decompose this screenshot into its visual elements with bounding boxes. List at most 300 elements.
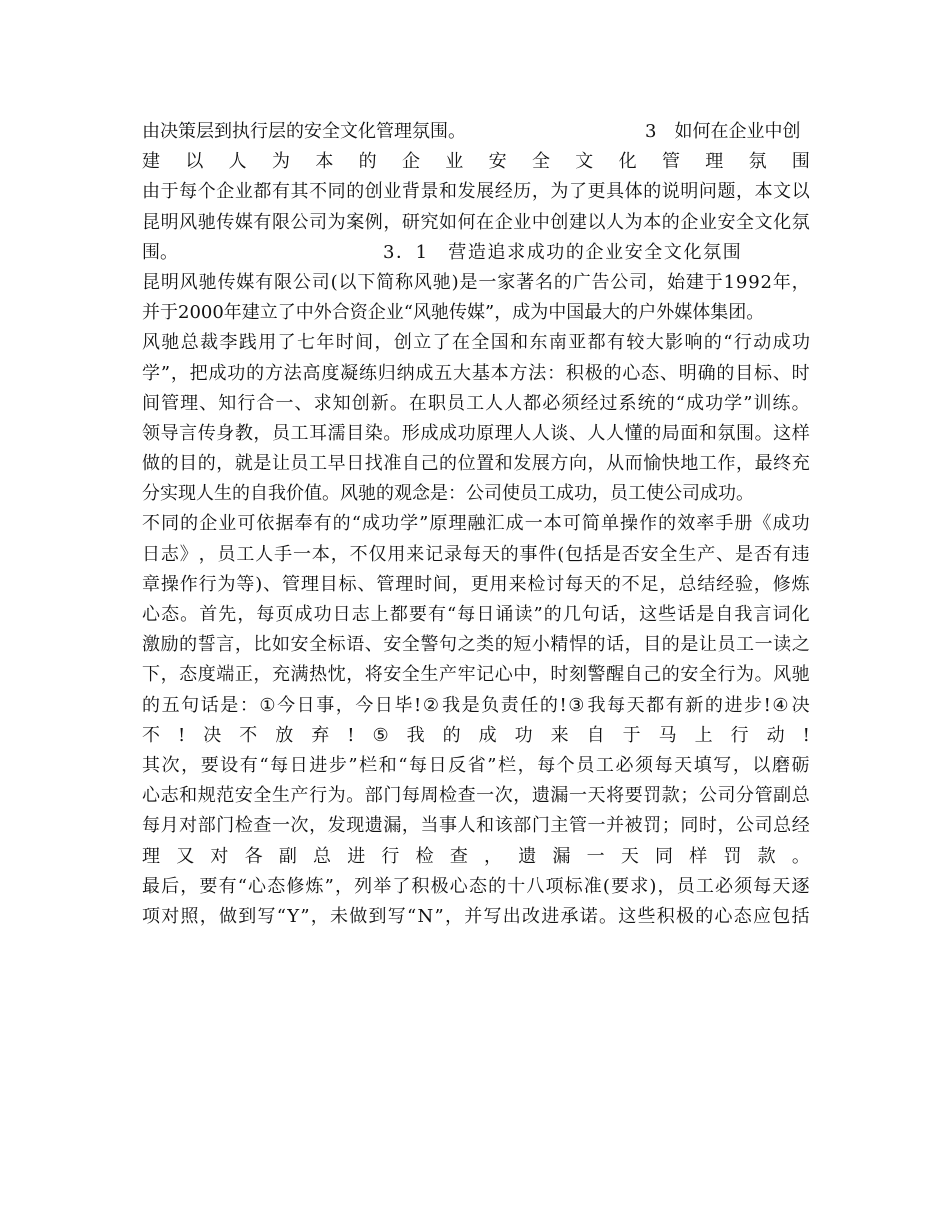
glyph: 风 — [179, 211, 198, 233]
glyph: 。 — [389, 392, 408, 414]
glyph: 法 — [283, 362, 302, 384]
glyph: 间 — [355, 332, 374, 354]
glyph: 领 — [142, 422, 160, 444]
glyph: 职 — [427, 392, 446, 414]
glyph: 公 — [610, 271, 629, 293]
glyph: ， — [309, 815, 328, 837]
glyph: 要 — [199, 875, 218, 897]
glyph: 并 — [606, 815, 625, 837]
glyph: 改 — [521, 905, 540, 927]
glyph: ， — [620, 604, 639, 625]
glyph: 罚 — [643, 815, 662, 837]
glyph: 我 — [442, 694, 461, 716]
glyph: 册 — [734, 513, 753, 535]
glyph: ， — [335, 694, 354, 716]
text-line — [142, 540, 810, 570]
glyph: 生 — [271, 785, 290, 807]
glyph: 事 — [316, 694, 335, 716]
glyph: 学 — [400, 513, 419, 535]
glyph: 企 — [680, 211, 699, 233]
glyph: 我 — [734, 604, 753, 625]
glyph: 、 — [294, 392, 313, 414]
text-line — [142, 389, 810, 419]
glyph: 日 — [142, 543, 160, 565]
glyph: 快 — [661, 453, 680, 475]
glyph: 司 — [717, 785, 736, 807]
glyph: 砺 — [791, 754, 810, 776]
glyph: 放 — [275, 724, 294, 746]
glyph: 有 — [427, 604, 446, 625]
glyph: 有 — [665, 694, 684, 716]
glyph: 围 — [736, 422, 754, 444]
glyph: 罚 — [723, 845, 742, 867]
glyph: ， — [253, 664, 272, 686]
line-text — [142, 872, 810, 902]
glyph: 《 — [753, 513, 772, 535]
glyph: 为 — [327, 785, 346, 807]
glyph: ， — [444, 905, 463, 927]
glyph: 每 — [565, 573, 584, 595]
glyph: 濡 — [327, 422, 346, 444]
glyph: 标 — [754, 362, 773, 384]
glyph: 2 — [760, 271, 772, 293]
glyph: 驰 — [161, 332, 180, 354]
line-text — [142, 660, 810, 690]
glyph: 员 — [576, 754, 595, 776]
glyph: 遗 — [364, 815, 383, 837]
glyph: 这 — [639, 604, 658, 625]
glyph: 都 — [389, 604, 408, 625]
glyph: 磨 — [771, 754, 790, 776]
glyph: 须 — [561, 392, 580, 414]
glyph: 自 — [715, 604, 734, 625]
line-text — [142, 570, 810, 600]
glyph: 要 — [624, 785, 643, 807]
glyph: 影 — [665, 332, 684, 354]
glyph: 司 — [629, 271, 648, 293]
glyph: 天 — [481, 543, 500, 565]
glyph: 成 — [294, 604, 313, 625]
glyph: ， — [198, 543, 217, 565]
glyph: 员 — [290, 453, 309, 475]
glyph: 要 — [200, 754, 219, 776]
glyph: 对 — [161, 905, 180, 927]
glyph: 展 — [531, 453, 550, 475]
glyph: 不 — [142, 513, 160, 535]
glyph: ! — [763, 694, 771, 716]
glyph: 全 — [698, 664, 717, 686]
paragraph-end: 围。 — [142, 241, 178, 263]
glyph: 知 — [332, 392, 351, 414]
glyph: 部 — [364, 785, 383, 807]
glyph: 的 — [543, 604, 562, 625]
glyph: “ — [447, 604, 457, 625]
glyph: 次 — [494, 785, 513, 807]
glyph: 准 — [583, 875, 602, 897]
glyph: 功 — [457, 422, 476, 444]
glyph: 将 — [364, 664, 383, 686]
line-text — [142, 781, 810, 811]
glyph: 句 — [181, 694, 200, 716]
glyph: 业 — [383, 181, 402, 203]
glyph: 发 — [513, 453, 532, 475]
glyph: 明 — [160, 211, 179, 233]
glyph: 决 — [791, 694, 810, 716]
glyph: 的 — [346, 181, 365, 203]
glyph: 成 — [208, 362, 227, 384]
glyph: 不 — [239, 724, 258, 746]
glyph: 有 — [218, 875, 237, 897]
glyph: 每 — [537, 754, 556, 776]
glyph: 安 — [290, 634, 309, 656]
glyph: 目 — [319, 573, 338, 595]
text-line — [142, 208, 810, 238]
glyph: 功 — [514, 724, 533, 746]
glyph: 创 — [393, 332, 412, 354]
glyph: 立 — [413, 332, 432, 354]
glyph: 称 — [395, 271, 414, 293]
glyph: 谈 — [550, 422, 569, 444]
glyph: 为 — [736, 664, 754, 686]
glyph: 统 — [637, 392, 656, 414]
glyph: ， — [659, 573, 678, 595]
glyph: 态 — [468, 875, 487, 897]
line-text — [142, 509, 810, 539]
glyph: 。 — [754, 422, 773, 444]
glyph: 五 — [161, 694, 180, 716]
glyph: 东 — [529, 332, 548, 354]
glyph: 话 — [606, 634, 625, 656]
glyph: 句 — [581, 604, 600, 625]
glyph: ( — [330, 271, 338, 293]
glyph: 行 — [381, 845, 400, 867]
glyph: ， — [334, 875, 353, 897]
glyph: 工 — [736, 634, 754, 656]
glyph: 手 — [715, 513, 734, 535]
glyph: 操 — [160, 573, 179, 595]
text-line — [142, 419, 810, 449]
glyph: 极 — [675, 905, 694, 927]
glyph: 为 — [624, 211, 643, 233]
glyph: 遗 — [531, 785, 550, 807]
line-text — [142, 389, 810, 419]
glyph: 修 — [286, 875, 305, 897]
glyph: 几 — [562, 604, 581, 625]
glyph: Y — [287, 905, 300, 927]
glyph: 事 — [519, 543, 538, 565]
glyph: 的 — [661, 634, 680, 656]
glyph: 醒 — [606, 664, 625, 686]
glyph: ， — [587, 453, 606, 475]
glyph: 这 — [773, 422, 792, 444]
glyph: 和 — [510, 332, 529, 354]
glyph: 月 — [160, 815, 179, 837]
glyph: 最 — [142, 875, 160, 897]
glyph: 有 — [253, 211, 272, 233]
glyph: 我 — [406, 724, 425, 746]
glyph: 步 — [744, 694, 763, 716]
glyph: 日 — [296, 694, 315, 716]
glyph: ” — [419, 513, 429, 535]
glyph: 被 — [624, 815, 643, 837]
glyph: 、 — [364, 634, 383, 656]
glyph: 写 — [483, 905, 502, 927]
glyph: 氛 — [791, 211, 810, 233]
glyph: 作 — [639, 513, 658, 535]
glyph: 精 — [550, 634, 569, 656]
glyph: 一 — [293, 543, 311, 565]
glyph: 以 — [185, 151, 204, 173]
glyph: “ — [351, 513, 361, 535]
glyph: ” — [324, 875, 334, 897]
glyph: 的 — [695, 905, 714, 927]
glyph: 依 — [256, 513, 275, 535]
glyph: 的 — [643, 181, 662, 203]
glyph: 理 — [448, 513, 467, 535]
glyph: 漏 — [552, 845, 571, 867]
glyph: 来 — [406, 543, 425, 565]
glyph: 每 — [409, 754, 428, 776]
line-text — [142, 449, 810, 479]
glyph: 系 — [618, 392, 637, 414]
glyph: 的 — [661, 211, 680, 233]
glyph: 管 — [568, 815, 587, 837]
glyph: 成 — [772, 513, 791, 535]
glyph: 进 — [541, 905, 560, 927]
glyph: 态 — [733, 905, 752, 927]
glyph: 都 — [253, 181, 272, 203]
glyph: 志 — [160, 785, 179, 807]
glyph: 到 — [368, 905, 387, 927]
text-line — [142, 359, 810, 389]
glyph: 的 — [661, 664, 680, 686]
glyph: 每 — [401, 785, 420, 807]
glyph: 在 — [408, 392, 427, 414]
glyph: 必 — [714, 875, 733, 897]
glyph: 人 — [504, 392, 523, 414]
glyph: 分 — [736, 785, 754, 807]
glyph: 对 — [210, 845, 229, 867]
glyph: 总 — [791, 785, 810, 807]
glyph: 安 — [383, 634, 402, 656]
glyph: 的 — [587, 634, 606, 656]
glyph: 文 — [773, 181, 792, 203]
glyph: 员 — [447, 392, 465, 414]
glyph: 页 — [275, 604, 294, 625]
glyph: ； — [680, 785, 699, 807]
glyph: 。 — [598, 905, 617, 927]
glyph: 业 — [234, 181, 253, 203]
glyph: 管 — [754, 785, 773, 807]
glyph: 找 — [364, 453, 383, 475]
text-line — [142, 842, 810, 872]
glyph: 自 — [624, 664, 643, 686]
glyph: 日 — [346, 453, 365, 475]
glyph: 炼 — [305, 875, 324, 897]
glyph: 日 — [289, 754, 308, 776]
glyph: 端 — [216, 664, 235, 686]
glyph: ， — [484, 845, 503, 867]
glyph: 是 — [680, 634, 699, 656]
glyph: 懂 — [624, 422, 643, 444]
glyph: 员 — [217, 543, 236, 565]
glyph: 进 — [347, 845, 366, 867]
glyph: 项 — [142, 905, 160, 927]
glyph: 这 — [618, 905, 637, 927]
glyph: 可 — [562, 513, 581, 535]
glyph: 围 — [791, 151, 810, 173]
glyph: 心 — [142, 604, 160, 625]
glyph: 言 — [216, 634, 235, 656]
glyph: 原 — [429, 513, 448, 535]
glyph: 填 — [693, 754, 712, 776]
glyph: 每 — [142, 815, 160, 837]
glyph: 传 — [197, 422, 216, 444]
glyph: 当 — [420, 815, 439, 837]
glyph: ， — [648, 271, 667, 293]
glyph: 到 — [238, 905, 257, 927]
glyph: 积 — [411, 875, 430, 897]
glyph: 门 — [383, 785, 402, 807]
glyph: 写 — [257, 905, 276, 927]
glyph: 媒 — [236, 271, 255, 293]
glyph: 对 — [179, 815, 198, 837]
glyph: 昆 — [142, 211, 160, 233]
glyph: 记 — [476, 664, 495, 686]
glyph: ， — [513, 785, 532, 807]
glyph: 的 — [643, 422, 662, 444]
glyph: ” — [434, 905, 444, 927]
glyph: 责 — [500, 694, 519, 716]
glyph: “ — [407, 905, 417, 927]
glyph: 之 — [791, 634, 810, 656]
glyph: 最 — [754, 453, 773, 475]
glyph: 工 — [309, 453, 328, 475]
glyph: 栏 — [359, 754, 378, 776]
glyph: ” — [533, 604, 543, 625]
glyph: 了 — [568, 181, 587, 203]
glyph: 包 — [565, 543, 584, 565]
glyph: 同 — [161, 513, 180, 535]
text-line — [142, 177, 810, 207]
glyph: 读 — [773, 634, 792, 656]
glyph: 标 — [564, 875, 583, 897]
glyph: 明 — [678, 362, 697, 384]
glyph: 成 — [772, 332, 791, 354]
glyph: 年 — [316, 332, 335, 354]
glyph: 在 — [452, 332, 470, 354]
glyph: 工 — [290, 422, 309, 444]
glyph: 行 — [198, 573, 217, 595]
glyph: 功 — [313, 604, 332, 625]
line-text — [142, 359, 810, 389]
glyph: 建 — [568, 211, 587, 233]
glyph: 等 — [236, 573, 255, 595]
glyph: 建 — [685, 271, 704, 293]
glyph: 人 — [513, 422, 532, 444]
glyph: 承 — [560, 905, 579, 927]
glyph: 己 — [643, 664, 662, 686]
glyph: 。 — [180, 604, 199, 625]
glyph: 产 — [290, 785, 309, 807]
glyph: 动 — [766, 724, 785, 746]
glyph: 单 — [600, 513, 619, 535]
glyph: 设 — [220, 754, 239, 776]
glyph: 纳 — [396, 362, 415, 384]
glyph: 理 — [300, 573, 319, 595]
glyph: 公 — [698, 785, 717, 807]
glyph: 是 — [253, 453, 272, 475]
glyph: 心 — [714, 905, 733, 927]
glyph: 五 — [434, 362, 453, 384]
glyph: 来 — [508, 573, 527, 595]
glyph: 方 — [550, 453, 569, 475]
glyph: 风 — [413, 271, 432, 293]
glyph: 项 — [545, 875, 564, 897]
glyph: 言 — [179, 422, 198, 444]
glyph: 反 — [448, 754, 467, 776]
glyph: 让 — [698, 634, 717, 656]
glyph: 都 — [587, 332, 606, 354]
glyph: 年 — [772, 271, 791, 293]
glyph: 管 — [376, 573, 395, 595]
glyph: 现 — [346, 815, 365, 837]
paragraph-end: 由决策层到执行层的安全文化管理氛围。 — [142, 121, 466, 142]
glyph: 励 — [160, 634, 179, 656]
glyph: 些 — [637, 905, 656, 927]
glyph: ， — [736, 181, 754, 203]
glyph: 弃 — [311, 724, 330, 746]
glyph: 的 — [142, 694, 160, 716]
line-text — [142, 630, 810, 660]
glyph: 总 — [313, 845, 332, 867]
glyph: 话 — [200, 694, 219, 716]
glyph: 部 — [513, 815, 532, 837]
glyph: 以 — [338, 271, 357, 293]
glyph: ) — [255, 573, 263, 595]
glyph: 人 — [457, 815, 476, 837]
glyph: 训 — [753, 392, 772, 414]
glyph: 、 — [357, 573, 376, 595]
glyph: 语 — [346, 634, 365, 656]
glyph: 李 — [219, 332, 238, 354]
glyph: 本 — [311, 543, 330, 565]
glyph: 例 — [364, 211, 383, 233]
glyph: 基 — [471, 362, 490, 384]
glyph: 总 — [678, 573, 697, 595]
glyph: 局 — [661, 422, 680, 444]
glyph: 八 — [526, 875, 545, 897]
glyph: 的 — [500, 543, 519, 565]
glyph: ) — [649, 875, 657, 897]
glyph: 应 — [752, 905, 771, 927]
glyph: 家 — [497, 271, 516, 293]
glyph: 的 — [602, 573, 621, 595]
glyph: 心 — [142, 785, 160, 807]
glyph: 氛 — [748, 151, 767, 173]
glyph: 更 — [587, 181, 606, 203]
glyph: 本 — [490, 362, 509, 384]
glyph: 刻 — [568, 664, 587, 686]
line-text — [142, 811, 810, 841]
glyph: 积 — [656, 905, 675, 927]
glyph: 和 — [476, 815, 495, 837]
glyph: 凝 — [340, 362, 359, 384]
glyph: 高 — [302, 362, 321, 384]
glyph: 检 — [415, 845, 434, 867]
glyph: 满 — [290, 664, 309, 686]
glyph: 让 — [271, 453, 290, 475]
